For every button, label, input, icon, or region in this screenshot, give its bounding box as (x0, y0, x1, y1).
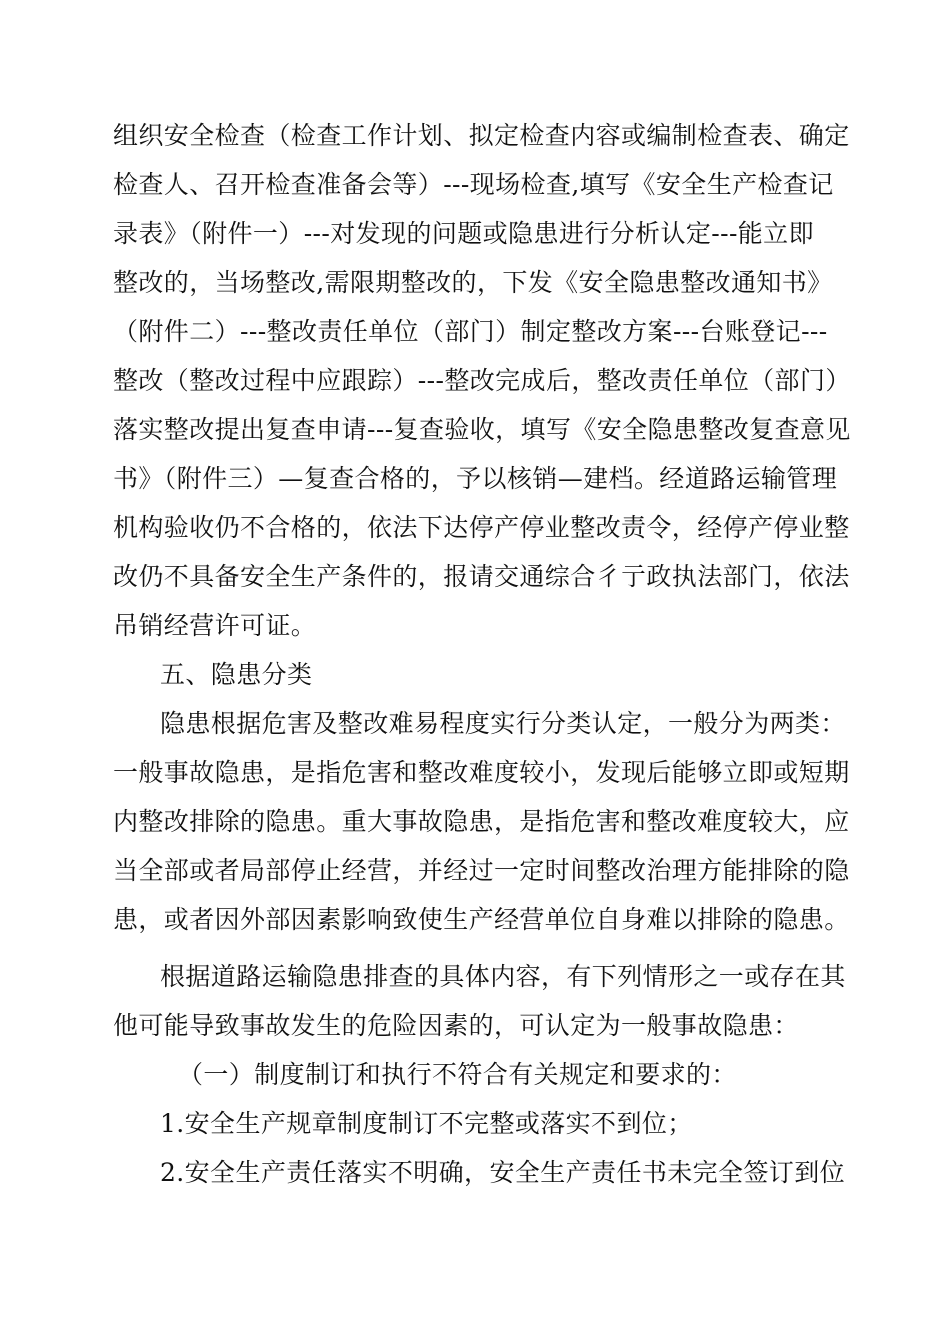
list-item: 1.安全生产规章制度制订不完整或落实不到位； (160, 1109, 693, 1138)
classification-line-4: 当全部或者局部停止经营，并经过一定时间整改治理方能排除的隐 (113, 856, 850, 885)
process-line-10: 改仍不具备安全生产条件的，报请交通综合彳亍政执法部门，依法 (113, 562, 850, 591)
classification-line-5: 患，或者因外部因素影响致使生产经营单位自身难以排除的隐患。 (113, 905, 850, 934)
process-line-8: 书》（附件三）—复查合格的，予以核销—建档。经道路运输管理 (113, 464, 838, 493)
process-line-4: 整改的，当场整改,需限期整改的，下发《安全隐患整改通知书》 (113, 268, 833, 297)
subheading: （一）制度制订和执行不符合有关规定和要求的： (178, 1060, 737, 1089)
process-line-6: 整改（整改过程中应跟踪）---整改完成后，整改责任单位（部门） (113, 366, 851, 395)
classification-line-2: 一般事故隐患，是指危害和整改难度较小，发现后能够立即或短期 (113, 758, 850, 787)
criteria-line-2: 他可能导致事故发生的危险因素的，可认定为一般事故隐患： (113, 1011, 799, 1040)
section-heading: 五、隐患分类 (160, 660, 313, 689)
process-line-2: 检查人、召开检查准备会等）---现场检查,填写《安全生产检查记 (113, 170, 834, 199)
process-line-3: 录表》（附件一）---对发现的问题或隐患进行分析认定---能立即 (113, 219, 814, 248)
classification-line-1: 隐患根据危害及整改难易程度实行分类认定，一般分为两类： (160, 709, 846, 738)
process-line-11: 吊销经营许可证。 (113, 611, 317, 640)
process-line-9: 机构验收仍不合格的，依法下达停产停业整改责令，经停产停业整 (113, 513, 850, 542)
list-item: 2.安全生产责任落实不明确，安全生产责任书未完全签订到位 (160, 1158, 846, 1187)
criteria-line-1: 根据道路运输隐患排查的具体内容，有下列情形之一或存在其 (160, 962, 846, 991)
process-line-5: （附件二）---整改责任单位（部门）制定整改方案---台账登记--- (113, 317, 828, 346)
classification-line-3: 内整改排除的隐患。重大事故隐患，是指危害和整改难度较大，应 (113, 807, 850, 836)
process-line-7: 落实整改提出复查申请---复查验收，填写《安全隐患整改复查意见 (113, 415, 851, 444)
process-line-1: 组织安全检查（检查工作计划、拟定检查内容或编制检查表、确定 (113, 121, 850, 150)
